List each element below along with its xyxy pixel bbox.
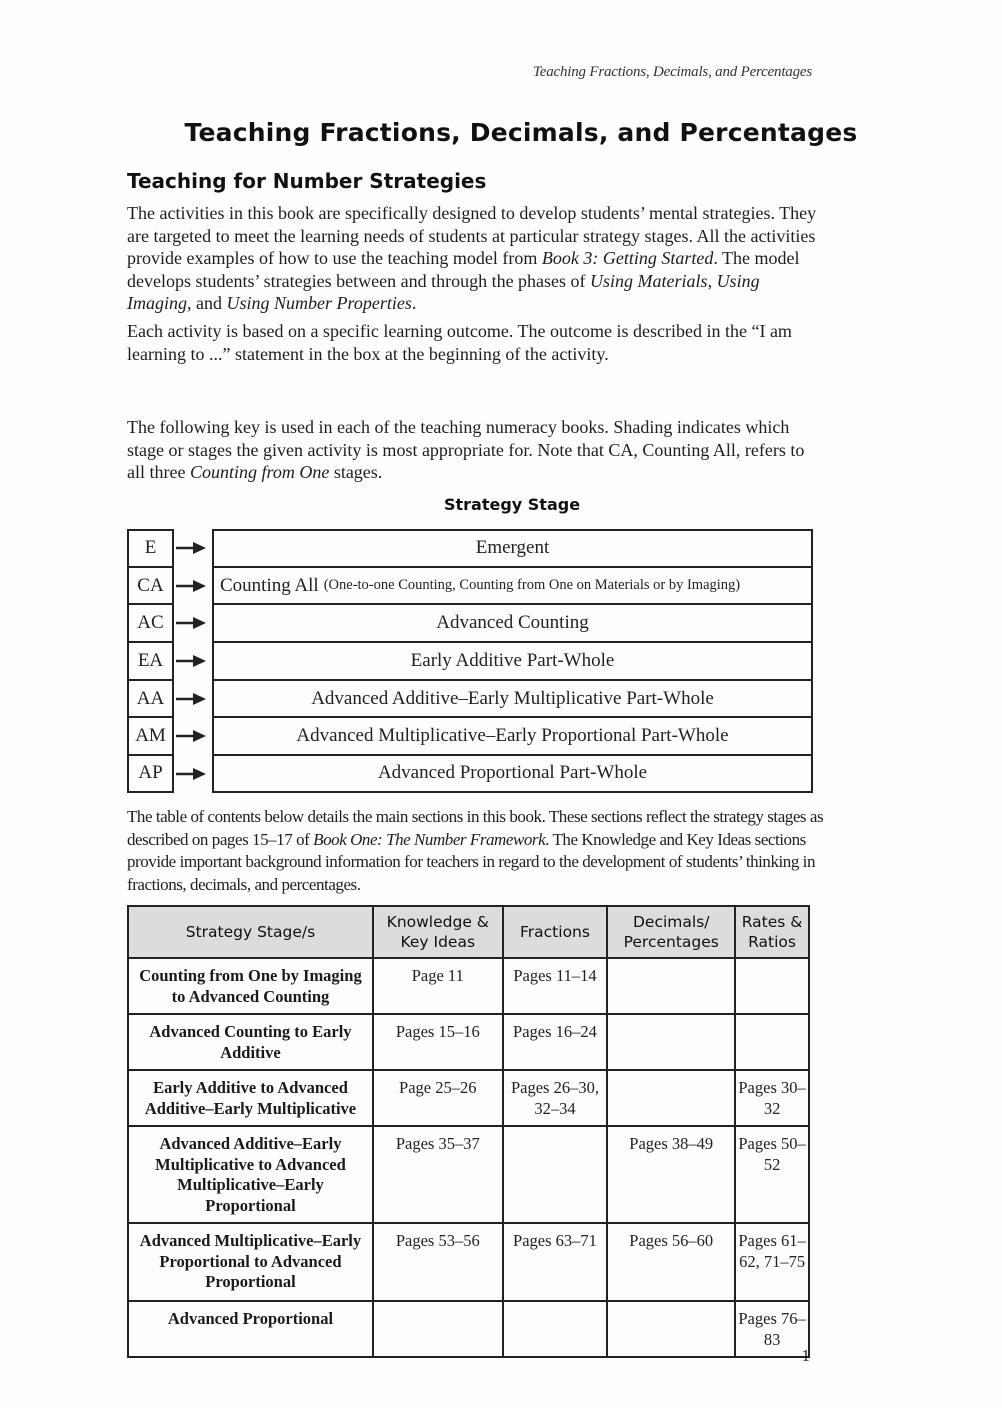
table-row	[128, 1014, 809, 1070]
key-abbr: AC	[127, 604, 174, 642]
header-fractions: Fractions	[503, 906, 608, 958]
fractions-cell: Pages 63–71	[503, 1223, 608, 1301]
header-decimals-percentages: Decimals/ Percentages	[607, 906, 735, 958]
arrow-right-icon	[175, 729, 207, 743]
fractions-cell: Pages 11–14	[503, 958, 608, 1014]
decimals-cell	[607, 1014, 735, 1070]
rates-cell	[735, 1014, 809, 1070]
rates-cell	[735, 958, 809, 1014]
page-title: Teaching Fractions, Decimals, and Percentages	[184, 118, 858, 147]
key-desc: Advanced Counting	[212, 604, 813, 642]
knowledge-cell	[373, 1301, 503, 1357]
key-desc: Advanced Proportional Part-Whole	[212, 755, 813, 793]
key-desc: Advanced Multiplicative–Early Proportional Part-Whole	[212, 717, 813, 755]
arrow-right-icon	[175, 767, 207, 781]
decimals-cell: Pages 56–60	[607, 1223, 735, 1301]
decimals-cell	[607, 958, 735, 1014]
rates-cell: Pages 76–83	[735, 1301, 809, 1357]
rates-cell: Pages 61–62, 71–75	[735, 1223, 809, 1301]
rates-cell: Pages 30–32	[735, 1070, 809, 1126]
table-header-row	[128, 906, 809, 958]
stage-cell: Advanced Counting to Early Additive	[128, 1014, 373, 1070]
header-rates-ratios: Rates & Ratios	[735, 906, 809, 958]
arrow-right-icon	[175, 616, 207, 630]
table-row	[128, 1126, 809, 1223]
key-note: (One-to-one Counting, Counting from One on Materials or by Imaging)	[323, 577, 741, 594]
book-reference: Book 3: Getting Started	[541, 248, 714, 269]
strategy-stage-key	[127, 529, 813, 793]
key-desc: Early Additive Part-Whole	[212, 642, 813, 680]
key-row-ac	[127, 604, 813, 642]
key-abbr: AP	[127, 755, 174, 793]
key-desc: Counting All (One-to-one Counting, Counting from One on Materials or by Imaging)	[212, 567, 813, 605]
key-description-paragraph: The following key is used in each of the teaching numeracy books. Shading indicates which stage or stages the given activity is most appropriate for. Note that CA, Counting All, refers to all three Counting from One stages.	[127, 417, 805, 483]
key-desc: Advanced Additive–Early Multiplicative Part-Whole	[212, 680, 813, 718]
key-abbr: AA	[127, 680, 174, 718]
knowledge-cell: Pages 53–56	[373, 1223, 503, 1301]
table-row	[128, 1223, 809, 1301]
header-strategy-stage: Strategy Stage/s	[128, 906, 373, 958]
key-row-aa	[127, 680, 813, 718]
knowledge-cell: Page 11	[373, 958, 503, 1014]
stage-cell: Early Additive to Advanced Additive–Early Multiplicative	[128, 1070, 373, 1126]
arrow-right-icon	[175, 541, 207, 555]
stage-cell: Advanced Multiplicative–Early Proportional to Advanced Proportional	[128, 1223, 373, 1301]
header-knowledge-key-ideas: Knowledge & Key Ideas	[373, 906, 503, 958]
fractions-cell: Pages 16–24	[503, 1014, 608, 1070]
toc-intro-paragraph: The table of contents below details the main sections in this book. These sections reflect the strategy stages as described on pages 15–17 of Book One: The Number Framework. The Knowledge and Key Ideas sections provide important background information for teachers in regard to the development of students’ thinking in fractions, decimals, and percentages.	[127, 807, 824, 895]
decimals-cell: Pages 38–49	[607, 1126, 735, 1223]
table-row	[128, 1301, 809, 1357]
fractions-cell	[503, 1301, 608, 1357]
arrow-right-icon	[175, 692, 207, 706]
stage-cell: Counting from One by Imaging to Advanced Counting	[128, 958, 373, 1014]
section-heading: Teaching for Number Strategies	[127, 169, 487, 193]
key-abbr: AM	[127, 717, 174, 755]
key-abbr: E	[127, 529, 174, 567]
key-row-ap	[127, 755, 813, 793]
decimals-cell	[607, 1070, 735, 1126]
knowledge-cell: Pages 15–16	[373, 1014, 503, 1070]
rates-cell: Pages 50–52	[735, 1126, 809, 1223]
key-abbr: EA	[127, 642, 174, 680]
knowledge-cell: Page 25–26	[373, 1070, 503, 1126]
page-number: 1	[801, 1346, 810, 1365]
key-abbr: CA	[127, 567, 174, 605]
running-header: Teaching Fractions, Decimals, and Percentages	[532, 64, 812, 80]
key-row-e	[127, 529, 813, 567]
key-row-am	[127, 717, 813, 755]
key-title: Strategy Stage	[443, 495, 581, 514]
arrow-right-icon	[175, 579, 207, 593]
table-row	[128, 1070, 809, 1126]
intro-paragraph: The activities in this book are specifically designed to develop students’ mental strategies. They are targeted to meet the learning needs of students at particular strategy stages. All the activities provide examples of how to use the teaching model from Book 3: Getting Started. The model develops students’ strategies between and through the phases of Using Materials, Using Imaging, and Using Number Properties.	[127, 203, 817, 314]
key-desc: Emergent	[212, 529, 813, 567]
decimals-cell	[607, 1301, 735, 1357]
knowledge-cell: Pages 35–37	[373, 1126, 503, 1223]
outcome-paragraph: Each activity is based on a specific learning outcome. The outcome is described in the “I am learning to ...” statement in the box at the beginning of the activity.	[127, 321, 792, 364]
table-row	[128, 958, 809, 1014]
fractions-cell: Pages 26–30, 32–34	[503, 1070, 608, 1126]
arrow-right-icon	[175, 654, 207, 668]
stage-cell: Advanced Proportional	[128, 1301, 373, 1357]
fractions-cell	[503, 1126, 608, 1223]
table-of-contents	[127, 905, 810, 1358]
stage-cell: Advanced Additive–Early Multiplicative to Advanced Multiplicative–Early Proportional	[128, 1126, 373, 1223]
book-reference: Book One: The Number Framework	[313, 829, 546, 849]
key-row-ea	[127, 642, 813, 680]
key-row-ca	[127, 567, 813, 605]
